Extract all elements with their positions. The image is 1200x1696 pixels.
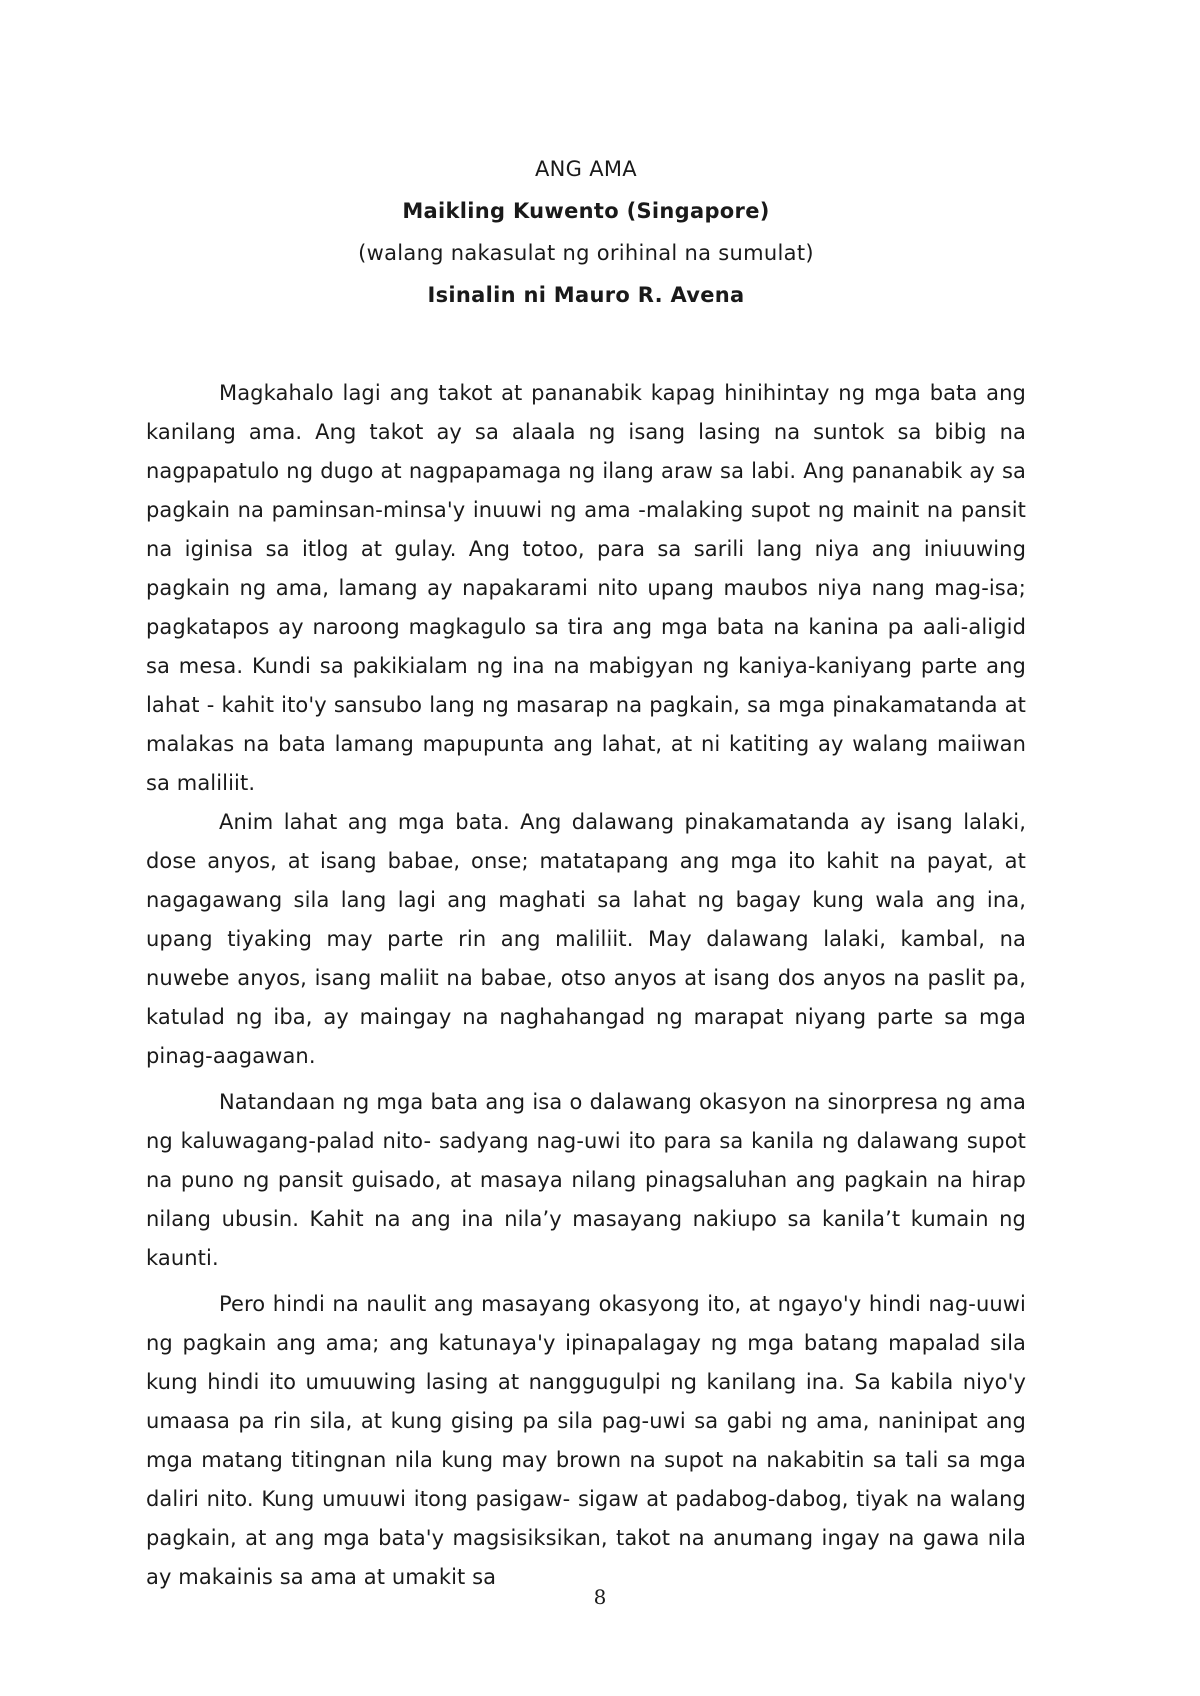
paragraph-1: Magkahalo lagi ang takot at pananabik kapag hinihintay ng mga bata ang kanilang ama. Ang takot ay sa alaala ng isang lasing na suntok sa bibig na nagpapatulo ng dugo at nagpapamaga ng ilang araw sa labi. Ang pananabik ay sa pagkain na paminsan-minsa'y inuuwi ng ama -malaking supot ng mainit na pansit na iginisa sa itlog at gulay. Ang totoo, para sa sarili lang niya ang iniuuwing pagkain ng ama, lamang ay napakarami nito upang maubos niya nang mag-isa; pagkatapos ay naroong magkagulo sa tira ang mga bata na kanina pa aali-aligid sa mesa. Kundi sa pakikialam ng ina na mabigyan ng kaniya-kaniyang parte ang lahat - kahit ito'y sansubo lang ng masarap na pagkain, sa mga pinakamatanda at malakas na bata lamang mapupunta ang lahat, at ni katiting ay walang maiiwan sa maliliit. — [146, 381, 1026, 795]
story-title: ANG AMA — [535, 157, 637, 181]
author-note: (walang nakasulat ng orihinal na sumulat) — [358, 241, 814, 265]
translator-credit: Isinalin ni Mauro R. Avena — [427, 283, 745, 307]
paragraph-2: Anim lahat ang mga bata. Ang dalawang pinakamatanda ay isang lalaki, dose anyos, at isang babae, onse; matatapang ang mga ito kahit na payat, at nagagawang sila lang lagi ang maghati sa lahat ng bagay kung wala ang ina, upang tiyaking may parte rin ang maliliit. May dalawang lalaki, kambal, na nuwebe anyos, isang maliit na babae, otso anyos at isang dos anyos na paslit pa, katulad ng iba, ay maingay na naghahangad ng marapat niyang parte sa mga pinag-aagawan. — [146, 810, 1026, 1068]
page-number: 8 — [593, 1585, 607, 1609]
story-body — [146, 374, 1026, 1597]
paragraph-4: Pero hindi na naulit ang masayang okasyong ito, at ngayo'y hindi nag-uuwi ng pagkain ang ama; ang katunaya'y ipinapalagay ng mga batang mapalad sila kung hindi ito umuuwing lasing at nanggugulpi ng kanilang ina. Sa kabila niyo'y umaasa pa rin sila, at kung gising pa sila pag-uwi sa gabi ng ama, naninipat ang mga matang titingnan nila kung may brown na supot na nakabitin sa tali sa mga daliri nito. Kung umuuwi itong pasigaw- sigaw at padabog-dabog, tiyak na walang pagkain, at ang mga bata'y magsisiksikan, takot na anumang ingay na gawa nila ay makainis sa ama at umakit sa — [146, 1292, 1026, 1589]
story-header — [146, 148, 1026, 316]
story-subtitle: Maikling Kuwento (Singapore) — [402, 199, 770, 223]
paragraph-3: Natandaan ng mga bata ang isa o dalawang okasyon na sinorpresa ng ama ng kaluwagang-palad nito- sadyang nag-uwi ito para sa kanila ng dalawang supot na puno ng pansit guisado, at masaya nilang pinagsaluhan ang pagkain na hirap nilang ubusin. Kahit na ang ina nila’y masayang nakiupo sa kanila’t kumain ng kaunti. — [146, 1090, 1026, 1270]
